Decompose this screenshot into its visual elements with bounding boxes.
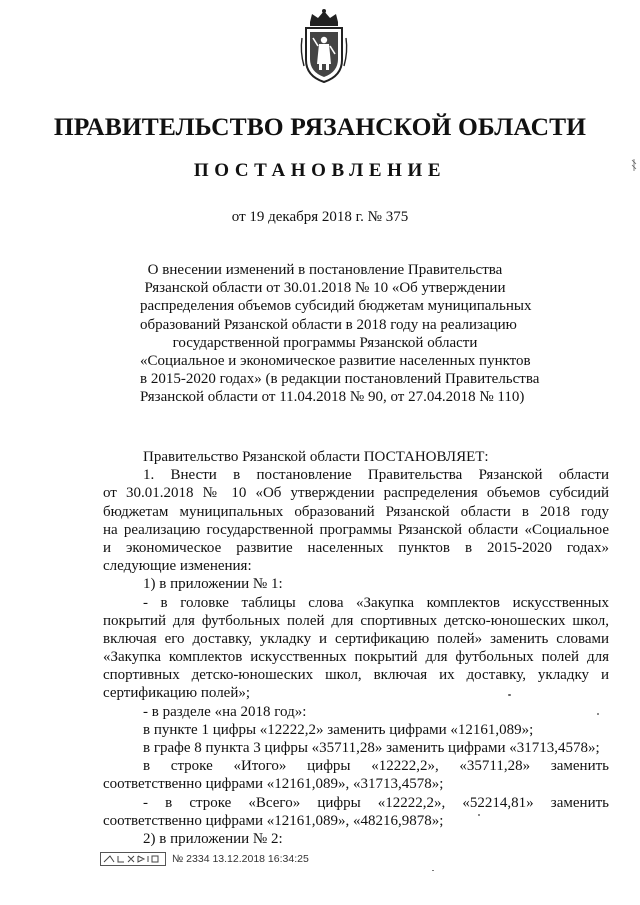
body-line: в пункте 1 цифры «12222,2» заменить цифрами «12161,089»; — [143, 721, 534, 738]
document-body — [103, 448, 609, 848]
body-line: от 30.01.2018 № 10 «Об утверждении распределения объемов субсидий — [103, 485, 609, 502]
scan-speck — [478, 814, 480, 816]
body-line: - в головке таблицы слова «Закупка комплектов искусственных — [143, 594, 609, 611]
body-line: Правительство Рязанской области ПОСТАНОВЛЯЕТ: — [143, 449, 489, 465]
subject-line: «Социальное и экономическое развитие населенных пунктов — [140, 353, 531, 370]
body-line: 1. Внести в постановление Правительства Рязанской области — [143, 467, 609, 484]
body-line: в строке «Итого» цифры «12222,2», «35711,28» заменить — [143, 758, 609, 775]
body-line: соответственно цифрами «12161,089», «31713,4578»; — [103, 776, 444, 793]
body-line: следующие изменения: — [103, 558, 252, 575]
body-line: 1) в приложении № 1: — [143, 576, 283, 593]
body-line: бюджетам муниципальных образований Рязанской области в 2018 году — [103, 503, 609, 520]
body-line: в графе 8 пункта 3 цифры «35711,28» заменить цифрами «31713,4578»; — [143, 740, 600, 756]
document-date-number: от 19 декабря 2018 г. № 375 — [231, 209, 409, 225]
subject-line: в 2015-2020 годах» (в редакции постановлений Правительства — [140, 371, 540, 388]
document-type: ПОСТАНОВЛЕНИЕ — [193, 160, 447, 181]
body-line: и экономическое развитие населенных пунктов в 2015-2020 годах» — [103, 539, 609, 556]
body-line: - в разделе «на 2018 год»: — [143, 703, 307, 720]
subject-line: О внесении изменений в постановление Правительства — [147, 262, 503, 278]
document-subject — [140, 261, 540, 407]
body-line: 2) в приложении № 2: — [143, 830, 283, 847]
registration-number: № 2334 13.12.2018 16:34:25 — [172, 853, 309, 865]
ryazan-coat-of-arms-icon — [298, 8, 350, 84]
registration-footer — [100, 850, 360, 870]
government-title: ПРАВИТЕЛЬСТВО РЯЗАНСКОЙ ОБЛАСТИ — [53, 112, 587, 141]
body-line: включая его доставку, укладку и сертификацию полей» заменить словами — [103, 630, 609, 647]
subject-line: Рязанской области от 30.01.2018 № 10 «Об утверждении — [144, 280, 506, 297]
subject-line: Рязанской области от 11.04.2018 № 90, от 27.04.2018 № 110) — [140, 389, 525, 406]
margin-mark-icon — [630, 158, 638, 172]
scan-speck — [597, 713, 599, 715]
body-line: - в строке «Всего» цифры «12222,2», «52214,81» заменить — [143, 794, 609, 811]
body-line: спортивных детско-юношеских школ, включая их доставку, укладку и — [103, 667, 609, 684]
scan-speck — [432, 870, 434, 871]
body-line: сертификацию полей»; — [103, 685, 251, 702]
body-line: на реализацию государственной программы Рязанской области «Социальное — [103, 521, 609, 538]
subject-line: образований Рязанской области в 2018 году на реализацию — [140, 316, 517, 333]
body-line: «Закупка комплектов искусственных покрытий для футбольных полей для — [103, 649, 609, 666]
printer-stamp-icon — [100, 852, 166, 866]
subject-line: государственной программы Рязанской области — [172, 334, 478, 351]
scan-speck — [508, 694, 511, 696]
body-line: соответственно цифрами «12161,089», «48216,9878»; — [103, 812, 444, 829]
body-line: покрытий для футбольных полей для спортивных детско-юношеских школ, — [103, 612, 609, 629]
subject-line: распределения объемов субсидий бюджетам муниципальных — [140, 298, 532, 315]
